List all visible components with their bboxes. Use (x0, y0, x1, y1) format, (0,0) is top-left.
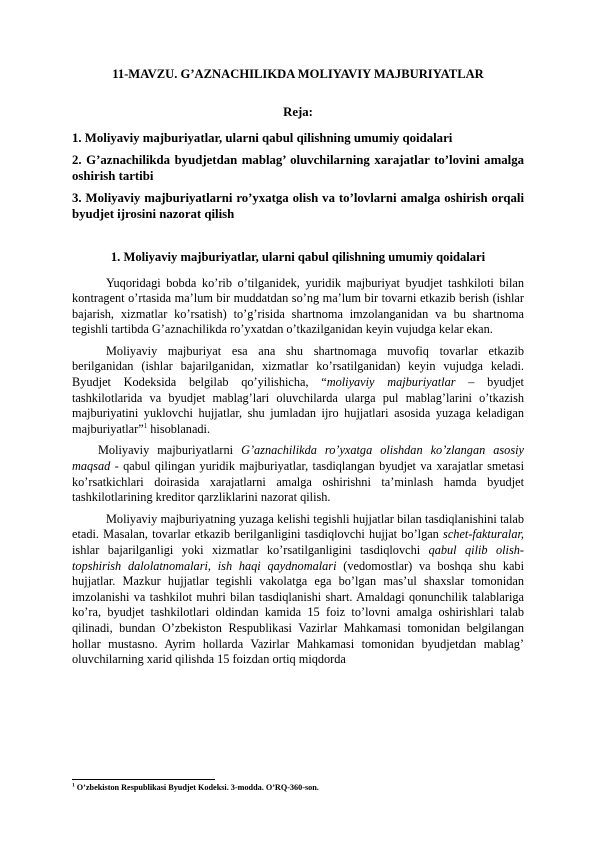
emphasis-term: G’aznachilikda ro’yxatga olishdan ko’zlangan asosiy maqsad (72, 443, 524, 474)
paragraph-4: Moliyaviy majburiyatning yuzaga kelishi tegishli hujjatlar bilan tasdiqlanishini talab etadi. Masalan, tovarlar etkazib berilganligini tasdiqlovchi hujjat bo’lgan schet-fakturalar, ishlar bajarilganligi yoki xizmatlar ko’rsatilganligini tasdiqlovchi qabul qilib olish-topshirish dalolatnomalari, ish haqi qaydnomalari (vedomostlar) va boshqa shu kabi hujjatlar. Mazkur hujjatlar tegishli vakolatga ega bo’lgan mas’ul shaxslar tomonidan imzolanishi va tashkilot muhri bilan tasdiqlanishi shart. Amaldagi qonunchilik talablariga ko’ra, byudjet tashkilotlari oldindan kamida 15 foiz to’lovni amalga oshirishlari talab qilinadi, bundan O’zbekiston Respublikasi Vazirlar Mahkamasi tomonidan belgilangan hollar mustasno. Ayrim hollarda Vazirlar Mahkamasi tomonidan byudjetdan mablag’ oluvchilarning xarid qilishda 15 foizdan ortiq miqdorda (72, 511, 525, 667)
footnote-text: O’zbekiston Respublikasi Byudjet Kodeksi. 3-modda. O’RQ-360-son. (74, 783, 319, 792)
plan-item-2: 2. G’aznachilikda byudjetdan mablag’ oluvchilarning xarajatlar to’lovini amalga oshirish tartibi (72, 152, 524, 183)
document-title: 11-MAVZU. G’AZNACHILIKDA MOLIYAVIY MAJBURIYATLAR (112, 67, 484, 81)
emphasis-term: schet-fakturalar, (443, 527, 524, 542)
plan-heading: Reja: (283, 105, 313, 119)
paragraph-3: Moliyaviy majburiyatlarni G’aznachilikda ro’yxatga olishdan ko’zlangan asosiy maqsad - qabul qilingan yuridik majburiyatlar, tasdiqlangan byudjet va xarajatlar smetasi ko’rsatkichlari doirasida xarajatlarni amalga oshirishni ta’minlash hamda byudjet tashkilotlarining kreditor qarzliklarini nazorat qilish. (72, 443, 524, 505)
footnote (72, 782, 524, 793)
emphasis-term: moliyaviy majburiyatlar (326, 375, 456, 390)
paragraph-1: Yuqoridagi bobda ko’rib o’tilganidek, yuridik majburiyat byudjet tashkiloti bilan kontragent o’rtasida ma’lum bir muddatdan so’ng ma’lum bir tovarni etkazib berish (ishlar bajarish, xizmatlar ko’rsatish) to’g’risida shartnoma imzolanganidan va bu shartnoma tegishli tartibda G’aznachilikda ro’yxatdan o’tkazilganidan keyin vujudga kelar ekan. (72, 275, 524, 337)
footnote-divider (72, 779, 215, 780)
section-heading: 1. Moliyaviy majburiyatlar, ularni qabul qilishning umumiy qoidalari (110, 249, 486, 264)
plan-item-3: 3. Moliyaviy majburiyatlarni ro’yxatga olish va to’lovlarni amalga oshirish orqali byudjet ijrosini nazorat qilish (72, 190, 524, 221)
emphasis-term: ish haqi qaydnomalari (217, 558, 337, 573)
footnote-number: 1 (72, 782, 75, 789)
plan-item-1: 1. Moliyaviy majburiyatlar, ularni qabul qilishning umumiy qoidalari (72, 131, 453, 145)
document-page (72, 66, 524, 674)
footnote-ref[interactable]: 1 (143, 421, 148, 430)
paragraph-2: Moliyaviy majburiyat esa ana shu shartnomaga muvofiq tovarlar etkazib berilganidan (ishlar bajarilganidan, xizmatlar ko’rsatilganidan) keyin vujudga keladi. Byudjet Kodeksida belgilab qo’yilishicha, “moliyaviy majburiyatlar – byudjet tashkilotlarida va byudjet mablag’lari oluvchilarda ularga pul mablag’larini o’tkazish majburiyatini yuklovchi hujjatlar, shu jumladan ijro hujjatlari asosida yuzaga keladigan majburiyatlar”$^1$ hisoblanadi. (72, 343, 524, 436)
emphasis-term: qabul qilib olish-topshirish dalolatnomalari (72, 543, 524, 573)
